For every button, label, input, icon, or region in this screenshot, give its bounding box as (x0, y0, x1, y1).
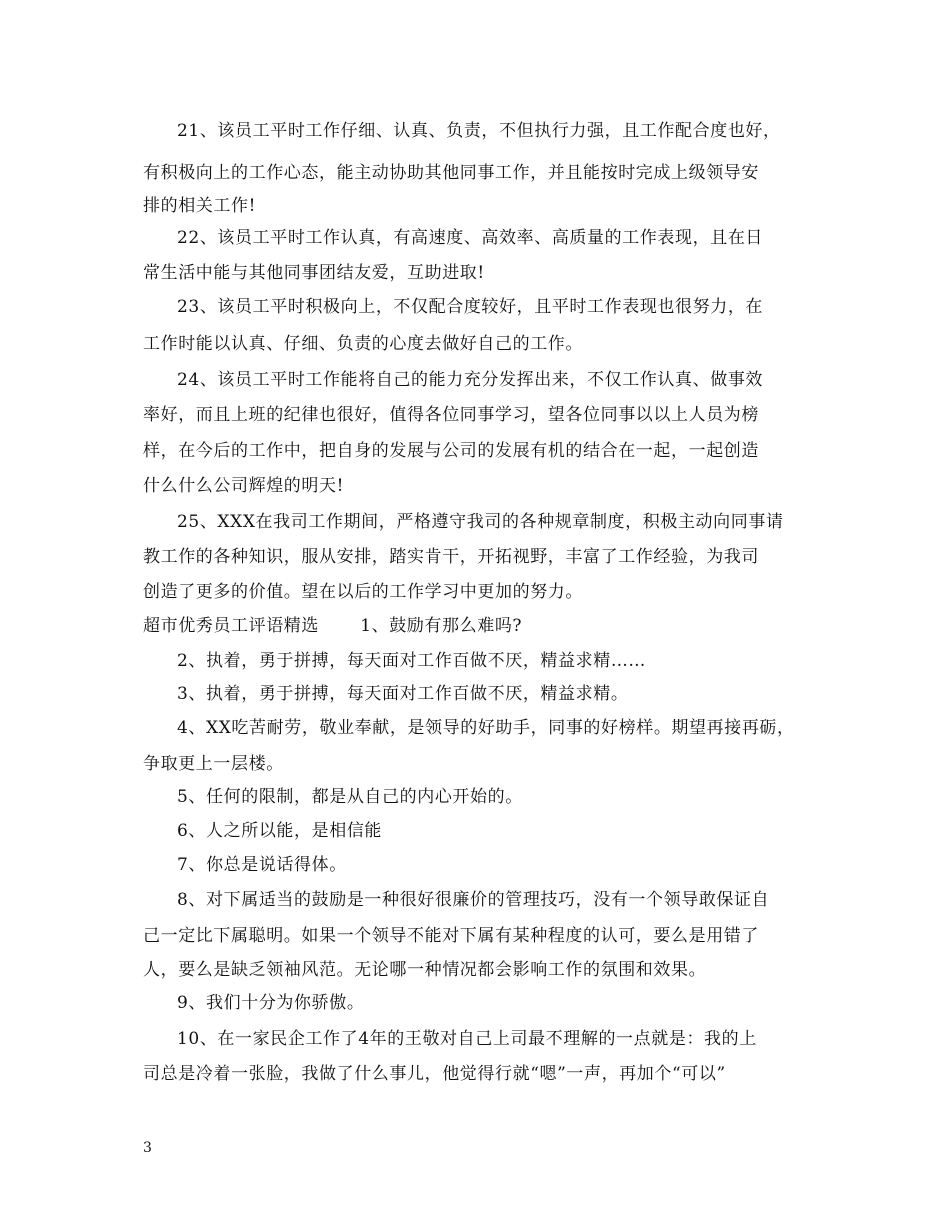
text-line: 10、在一家民企工作了4年的王敬对自己上司最不理解的一点就是：我的上 (177, 1029, 757, 1049)
text-line: 8、对下属适当的鼓励是一种很好很廉价的管理技巧，没有一个领导敢保证自 (177, 890, 770, 910)
text-line: 7、你总是说话得体。 (177, 855, 347, 875)
page-number: 3 (143, 1140, 152, 1156)
text-line: 2、执着，勇于拼搏，每天面对工作百做不厌，精益求精…… (177, 651, 647, 671)
text-line: 什么什么公司辉煌的明天! (143, 476, 345, 496)
text-line: 率好，而且上班的纪律也很好，值得各位同事学习，望各位同事以以上人员为榜 (143, 405, 759, 425)
text-line: 6、人之所以能，是相信能 (177, 821, 383, 841)
text-line: 9、我们十分为你骄傲。 (177, 993, 365, 1013)
text-line: 5、任何的限制，都是从自己的内心开始的。 (177, 787, 523, 807)
text-line: 样，在今后的工作中，把自身的发展与公司的发展有机的结合在一起，一起创造 (143, 441, 759, 461)
text-line: 25、XXX在我司工作期间，严格遵守我司的各种规章制度，积极主动向同事请 (177, 512, 784, 532)
text-line: 3、执着，勇于拼搏，每天面对工作百做不厌，精益求精。 (177, 684, 629, 704)
text-line: 21、该员工平时工作仔细、认真、负责，不但执行力强，且工作配合度也好， (177, 121, 781, 141)
text-line: 排的相关工作! (143, 196, 257, 216)
text-line: 创造了更多的价值。望在以后的工作学习中更加的努力。 (143, 582, 583, 602)
text-line: 人，要么是缺乏领袖风范。无论哪一种情况都会影响工作的氛围和效果。 (143, 960, 707, 980)
text-line: 4、XX吃苦耐劳，敬业奉献，是领导的好助手，同事的好榜样。期望再接再砺， (177, 718, 795, 738)
text-line: 司总是冷着一张脸，我做了什么事儿，他觉得行就“嗯”一声，再加个“可以” (143, 1064, 726, 1084)
text-line: 教工作的各种知识，服从安排，踏实肯干，开拓视野，丰富了工作经验，为我司 (143, 547, 759, 567)
text-line: 常生活中能与其他同事团结友爱，互助进取! (143, 263, 485, 283)
text-line: 有积极向上的工作心态，能主动协助其他同事工作，并且能按时完成上级领导安 (143, 163, 759, 183)
text-line: 工作时能以认真、仔细、负责的心度去做好自己的工作。 (143, 334, 583, 354)
text-line: 己一定比下属聪明。如果一个领导不能对下属有某种程度的认可，要么是用错了 (143, 926, 759, 946)
text-line: 争取更上一层楼。 (143, 754, 284, 774)
text-line: 24、该员工平时工作能将自己的能力充分发挥出来，不仅工作认真、做事效 (177, 370, 764, 390)
text-line: 22、该员工平时工作认真，有高速度、高效率、高质量的工作表现，且在日 (177, 228, 764, 248)
section-heading-line: 超市优秀员工评语精选 1、鼓励有那么难吗? (143, 616, 523, 636)
text-line: 23、该员工平时积极向上，不仅配合度较好，且平时工作表现也很努力，在 (177, 297, 764, 317)
